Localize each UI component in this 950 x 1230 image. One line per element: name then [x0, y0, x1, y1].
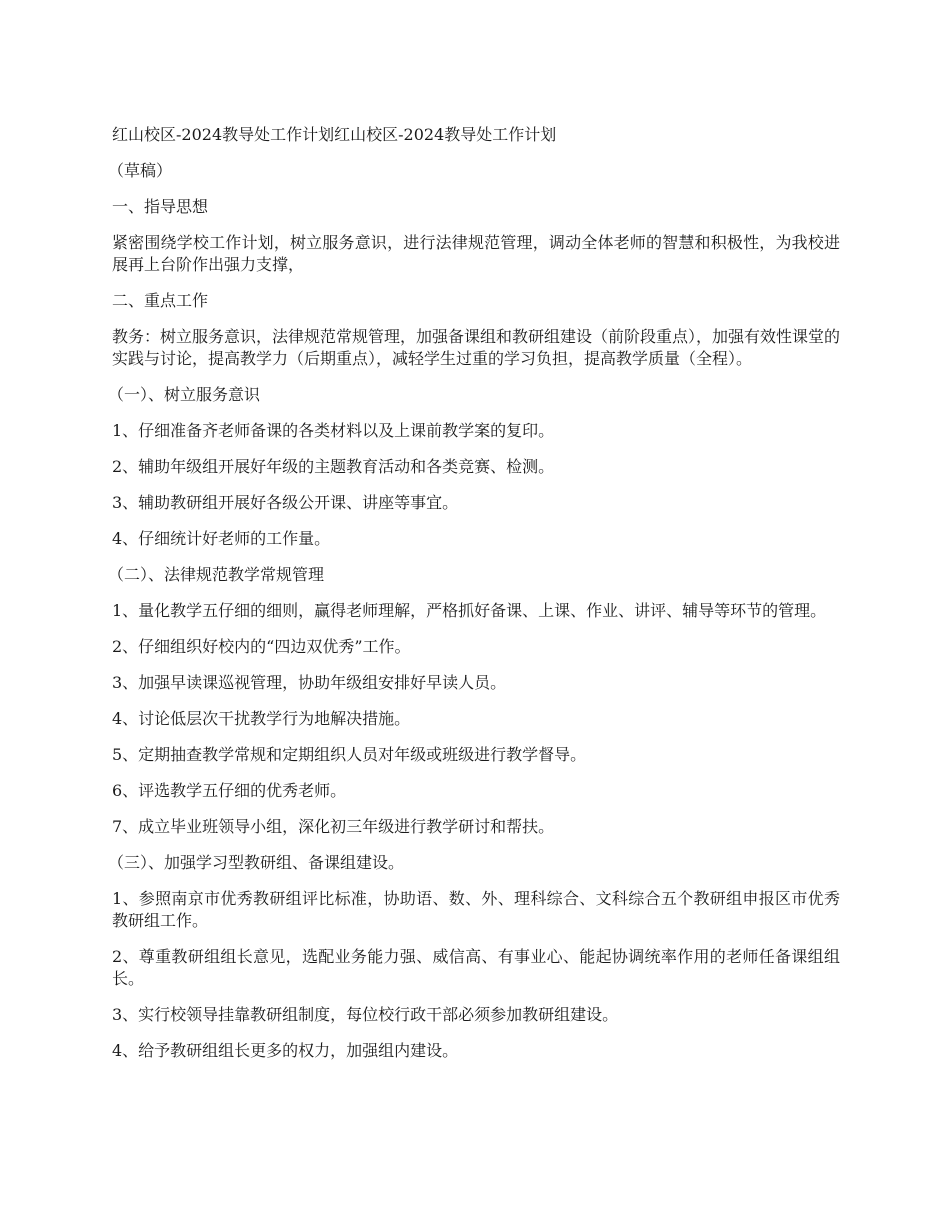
list-item: 4、讨论低层次干扰教学行为地解决措施。: [112, 709, 411, 728]
document-body: [108, 124, 841, 1076]
list-item: 1、参照南京市优秀教研组评比标准，协助语、数、外、理科综合、文科综合五个教研组申报区市优秀教研组工作。: [112, 889, 840, 930]
document-title: 红山校区-2024教导处工作计划红山校区-2024教导处工作计划: [112, 125, 557, 144]
list-item: 2、尊重教研组组长意见，选配业务能力强、威信高、有事业心、能起协调统率作用的老师任备课组组长。: [112, 947, 840, 988]
list-item: 6、评选教学五仔细的优秀老师。: [112, 781, 347, 800]
subsection-heading: （二）、法律规范教学常规管理: [108, 565, 325, 584]
list-item: 2、仔细组织好校内的“四边双优秀”工作。: [112, 637, 411, 656]
list-item: 3、辅助教研组开展好各级公开课、讲座等事宜。: [112, 493, 459, 512]
list-item: 1、量化教学五仔细的细则，赢得老师理解，严格抓好备课、上课、作业、讲评、辅导等环节的管理。: [112, 601, 827, 620]
list-item: 3、加强早读课巡视管理，协助年级组安排好早读人员。: [112, 673, 507, 692]
list-item: 3、实行校领导挂靠教研组制度，每位校行政干部必须参加教研组建设。: [112, 1005, 619, 1024]
subsection-heading: （一）、树立服务意识: [108, 385, 261, 404]
list-item: 7、成立毕业班领导小组，深化初三年级进行教学研讨和帮扶。: [112, 817, 555, 836]
paragraph: 紧密围绕学校工作计划，树立服务意识，进行法律规范管理，调动全体老师的智慧和积极性，为我校进展再上台阶作出强力支撑，: [112, 233, 840, 274]
document-subtitle: （草稿）: [108, 161, 173, 180]
list-item: 5、定期抽查教学常规和定期组织人员对年级或班级进行教学督导。: [112, 745, 587, 764]
paragraph: 教务：树立服务意识，法律规范常规管理，加强备课组和教研组建设（前阶段重点），加强有效性课堂的实践与讨论，提高教学力（后期重点），减轻学生过重的学习负担，提高教学质量（全程）。: [112, 327, 841, 368]
section-heading: 二、重点工作: [112, 291, 209, 310]
list-item: 4、给予教研组组长更多的权力，加强组内建设。: [112, 1041, 459, 1060]
list-item: 4、仔细统计好老师的工作量。: [112, 529, 331, 548]
list-item: 1、仔细准备齐老师备课的各类材料以及上课前教学案的复印。: [112, 421, 555, 440]
subsection-heading: （三）、加强学习型教研组、备课组建设。: [108, 853, 405, 872]
list-item: 2、辅助年级组开展好年级的主题教育活动和各类竞赛、检测。: [112, 457, 555, 476]
section-heading: 一、指导思想: [112, 197, 209, 216]
